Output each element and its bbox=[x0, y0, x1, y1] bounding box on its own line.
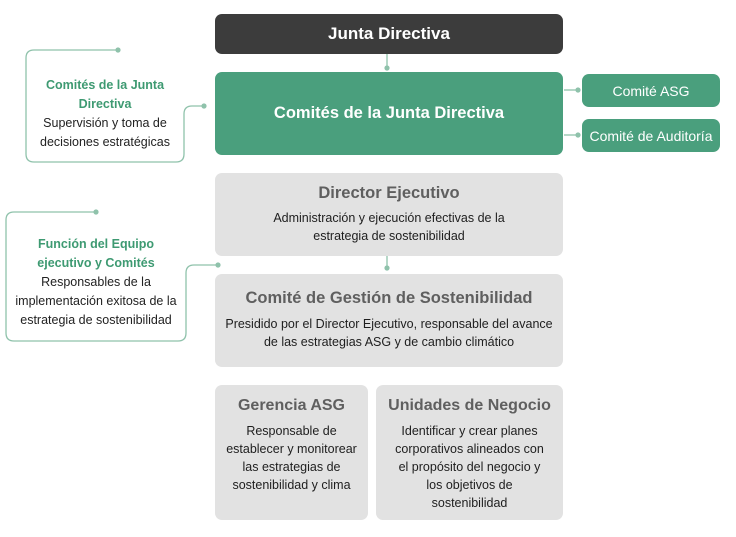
callout-exec-text: Responsables de la implementación exitosa de la estrategia de sostenibilidad bbox=[15, 275, 177, 327]
business-units-title: Unidades de Negocio bbox=[388, 397, 551, 414]
connector-dot bbox=[384, 265, 389, 270]
esg-management-text: Responsable de establecer y monitorear las estrategias de sostenibilidad y clima bbox=[226, 424, 357, 492]
board-committees-box bbox=[215, 72, 563, 155]
connector-dot bbox=[575, 87, 580, 92]
connector-dot bbox=[215, 262, 220, 267]
sustainability-committee-text: Presidido por el Director Ejecutivo, responsable del avance de las estrategias ASG y de cambio climático bbox=[225, 317, 553, 349]
sustainability-committee-box bbox=[215, 274, 563, 367]
business-units-text: Identificar y crear planes corporativos alineados con el propósito del negocio y los objetivos de sostenibilidad bbox=[395, 424, 544, 510]
connector-dot bbox=[384, 65, 389, 70]
callout-board bbox=[28, 76, 182, 152]
callout-board-title: Comités de la Junta Directiva bbox=[45, 78, 165, 111]
ceo-text: Administración y ejecución efectivas de la estrategia de sostenibilidad bbox=[273, 211, 505, 243]
board-title: Junta Directiva bbox=[328, 24, 450, 43]
esg-management-box bbox=[215, 385, 368, 520]
board-committees-title: Comités de la Junta Directiva bbox=[273, 104, 505, 122]
callout-exec-title: Función del Equipo ejecutivo y Comités bbox=[37, 237, 155, 270]
board-box bbox=[215, 14, 563, 54]
esg-management-title: Gerencia ASG bbox=[237, 397, 345, 414]
connector-dot bbox=[575, 132, 580, 137]
comite-auditoria-box bbox=[582, 119, 720, 152]
business-units-box bbox=[376, 385, 563, 520]
connector-dot bbox=[201, 103, 206, 108]
connector-dot bbox=[115, 47, 120, 52]
comite-auditoria-label: Comité de Auditoría bbox=[589, 127, 713, 144]
ceo-title: Director Ejecutivo bbox=[318, 184, 460, 202]
callout-exec bbox=[8, 235, 184, 330]
connector-dot bbox=[93, 209, 98, 214]
callout-board-text: Supervisión y toma de decisiones estratégicas bbox=[40, 116, 170, 149]
comite-asg-box bbox=[582, 74, 720, 107]
sustainability-committee-title: Comité de Gestión de Sostenibilidad bbox=[245, 289, 533, 307]
ceo-box bbox=[215, 173, 563, 256]
comite-asg-label: Comité ASG bbox=[612, 82, 690, 99]
